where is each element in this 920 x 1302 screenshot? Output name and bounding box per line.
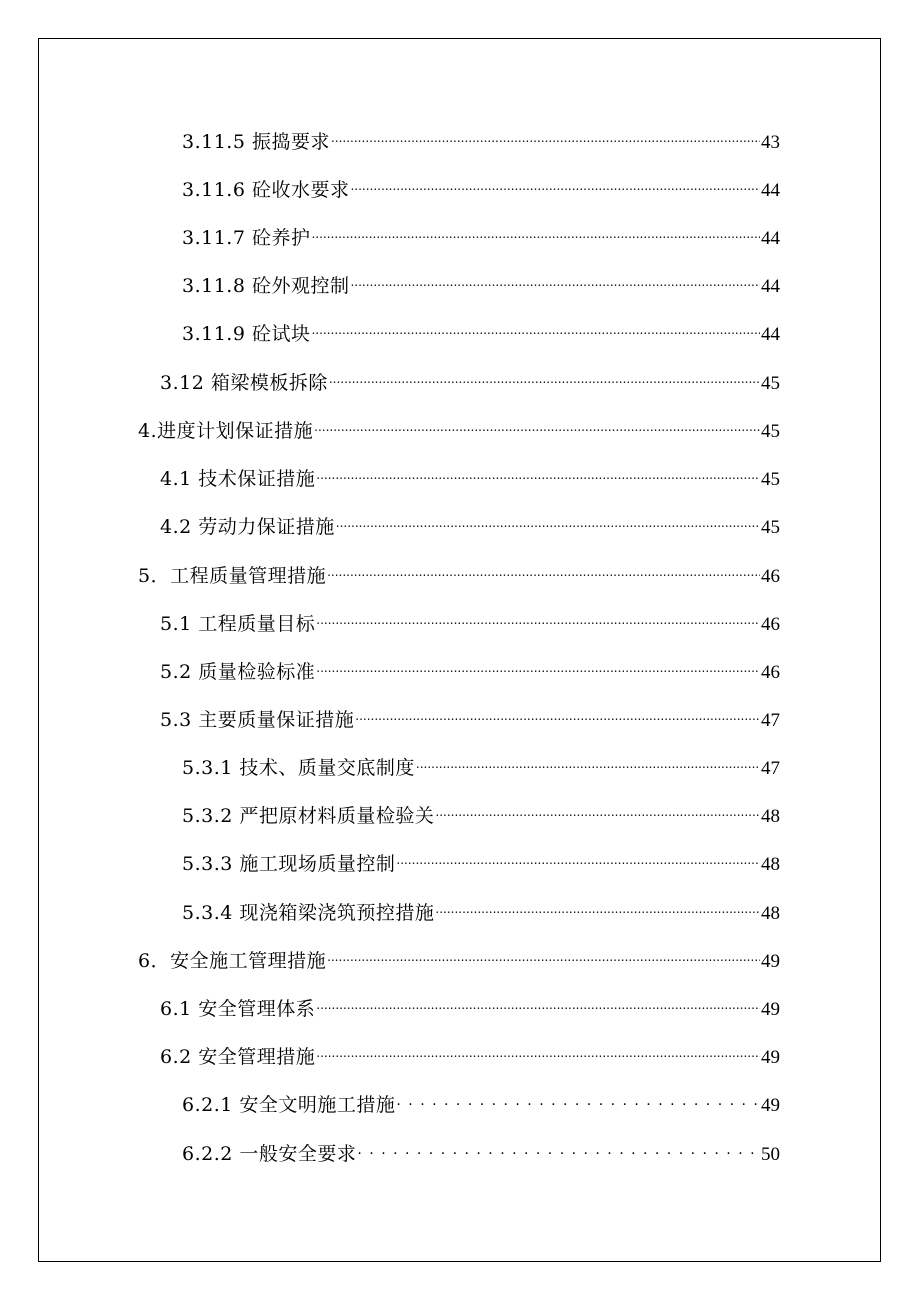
- toc-page-number: 48: [761, 854, 780, 875]
- toc-dot-leader: [350, 172, 760, 196]
- toc-page-number: 49: [761, 1047, 780, 1068]
- toc-dot-leader: [435, 895, 760, 919]
- toc-entry-6-1[interactable]: [160, 991, 780, 1020]
- toc-entry-label: 5.3.3 施工现场质量控制: [182, 853, 396, 875]
- toc-dot-leader: [327, 943, 760, 967]
- toc-entry-label: 6.1 安全管理体系: [160, 998, 316, 1020]
- toc-entry-label: 5.3 主要质量保证措施: [160, 709, 355, 731]
- toc-entry-3-11-8[interactable]: [182, 268, 780, 297]
- toc-dot-leader: [316, 991, 760, 1015]
- toc-entry-label: 5.3.1 技术、质量交底制度: [182, 757, 415, 779]
- toc-dot-leader: [396, 846, 760, 870]
- toc-entry-label: 5．工程质量管理措施: [138, 565, 327, 587]
- toc-entry-label: 3.11.6 砼收水要求: [182, 179, 350, 201]
- toc-entry-label: 3.12 箱梁模板拆除: [160, 372, 328, 394]
- toc-dot-leader: [350, 268, 760, 292]
- toc-page-number: 44: [761, 180, 780, 201]
- toc-dot-leader: [435, 798, 760, 822]
- toc-entry-label: 5.3.2 严把原材料质量检验关: [182, 805, 435, 827]
- toc-entry-label: 6.2.1 安全文明施工措施: [182, 1094, 396, 1116]
- toc-entry-5-2[interactable]: [160, 654, 780, 683]
- toc-dot-leader: [311, 220, 760, 244]
- toc-page-number: 44: [761, 276, 780, 297]
- toc-dot-leader: [311, 316, 760, 340]
- toc-entry-5-3-4[interactable]: [182, 895, 780, 924]
- toc-entry-4-1[interactable]: [160, 461, 780, 490]
- toc-page-number: 45: [761, 517, 780, 538]
- toc-entry-3-11-5[interactable]: [182, 124, 780, 153]
- toc-entry-3-11-9[interactable]: [182, 316, 780, 345]
- toc-entry-label: 6．安全施工管理措施: [138, 950, 327, 972]
- toc-entry-4-2[interactable]: [160, 509, 780, 538]
- toc-entry-label: 4.1 技术保证措施: [160, 468, 316, 490]
- toc-dot-leader: [316, 1039, 760, 1063]
- toc-entry-3-11-7[interactable]: [182, 220, 780, 249]
- toc-entry-3-11-6[interactable]: [182, 172, 780, 201]
- toc-entry-5-3-2[interactable]: [182, 798, 780, 827]
- toc-entry-label: 5.1 工程质量目标: [160, 613, 316, 635]
- toc-dot-leader: [329, 365, 760, 389]
- toc-page-number: 50: [761, 1144, 780, 1165]
- toc-entry-label: 5.3.4 现浇箱梁浇筑预控措施: [182, 902, 435, 924]
- toc-dot-leader: [355, 702, 760, 726]
- toc-dot-leader: [331, 124, 760, 148]
- toc-entry-label: 6.2 安全管理措施: [160, 1046, 316, 1068]
- toc-entry-6-2[interactable]: [160, 1039, 780, 1068]
- toc-page-number: 47: [761, 710, 780, 731]
- toc-entry-3-12[interactable]: [160, 365, 780, 394]
- toc-entry-4[interactable]: [138, 413, 780, 442]
- toc-entry-5-3[interactable]: [160, 702, 780, 731]
- toc-page-number: 48: [761, 903, 780, 924]
- toc-dot-leader: [316, 461, 760, 485]
- toc-entry-label: 4.2 劳动力保证措施: [160, 516, 335, 538]
- toc-page-number: 45: [761, 421, 780, 442]
- toc-dot-leader: [314, 413, 760, 437]
- toc-page-number: 44: [761, 228, 780, 249]
- toc-page-number: 44: [761, 324, 780, 345]
- toc-entry-6-2-2[interactable]: [182, 1136, 780, 1165]
- toc-entry-5[interactable]: [138, 558, 780, 587]
- toc-page-number: 45: [761, 469, 780, 490]
- toc-page-number: 47: [761, 758, 780, 779]
- toc-dot-leader: [316, 606, 760, 630]
- toc-page-number: 48: [761, 806, 780, 827]
- toc-entry-label: 3.11.5 振捣要求: [182, 131, 330, 153]
- toc-page-number: 49: [761, 999, 780, 1020]
- toc-page-number: 49: [761, 951, 780, 972]
- toc-entry-5-3-1[interactable]: [182, 750, 780, 779]
- toc-dot-leader: [396, 1087, 760, 1111]
- toc-dot-leader: [357, 1136, 760, 1160]
- toc-page-number: 45: [761, 373, 780, 394]
- toc-entry-label: 3.11.7 砼养护: [182, 227, 311, 249]
- toc-entry-label: 5.2 质量检验标准: [160, 661, 316, 683]
- toc-entry-label: 3.11.8 砼外观控制: [182, 275, 350, 297]
- toc-page-number: 49: [761, 1095, 780, 1116]
- toc-dot-leader: [416, 750, 760, 774]
- toc-entry-6-2-1[interactable]: [182, 1087, 780, 1116]
- toc-page-number: 46: [761, 662, 780, 683]
- toc-entry-5-1[interactable]: [160, 606, 780, 635]
- toc-page-number: 46: [761, 614, 780, 635]
- toc-entry-label: 3.11.9 砼试块: [182, 323, 311, 345]
- toc-page-number: 46: [761, 566, 780, 587]
- toc-dot-leader: [316, 654, 760, 678]
- toc-entry-5-3-3[interactable]: [182, 846, 780, 875]
- toc-entry-label: 6.2.2 一般安全要求: [182, 1143, 357, 1165]
- toc-dot-leader: [327, 558, 760, 582]
- toc-entry-label: 4.进度计划保证措施: [138, 420, 314, 442]
- toc-entry-6[interactable]: [138, 943, 780, 972]
- toc-page-number: 43: [761, 132, 780, 153]
- toc-dot-leader: [336, 509, 760, 533]
